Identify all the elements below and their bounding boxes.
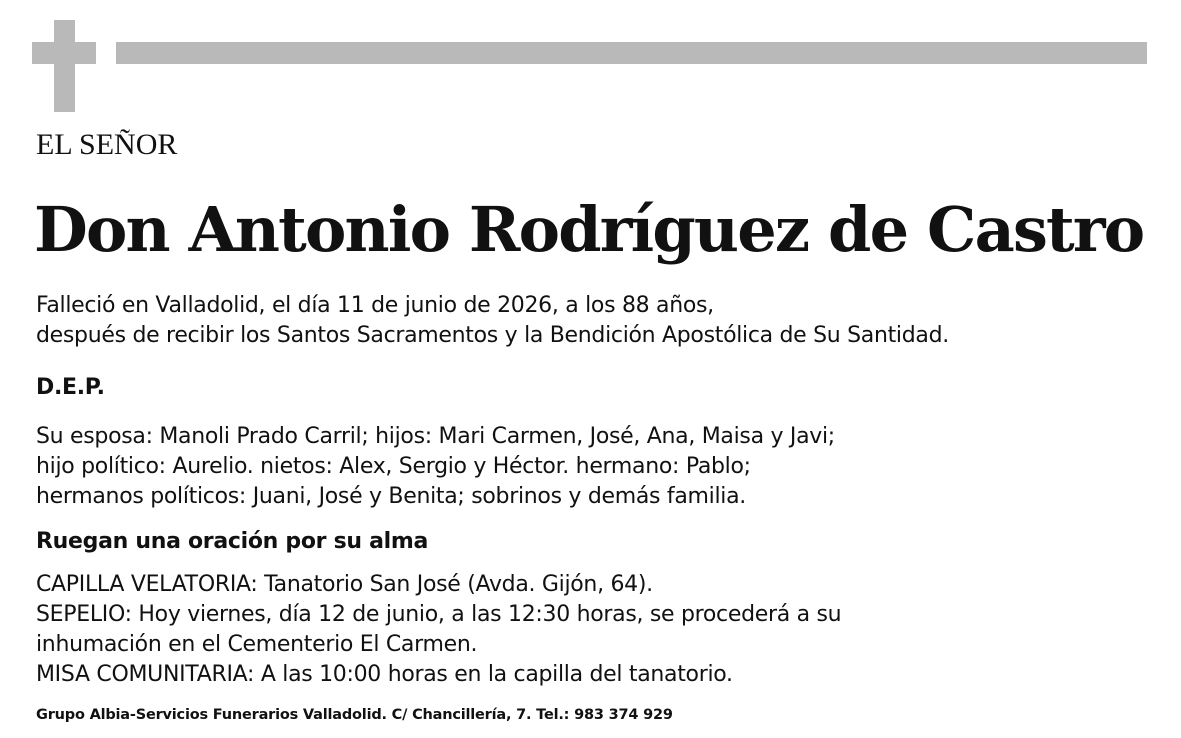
cross-horizontal-bar xyxy=(32,42,96,64)
header-divider-bar xyxy=(116,42,1147,64)
family-line: Su esposa: Manoli Prado Carril; hijos: Mari Carmen, José, Ana, Maisa y Javi; xyxy=(36,424,835,449)
prayer-heading: Ruegan una oración por su alma xyxy=(36,529,429,554)
family-list xyxy=(36,422,835,512)
service-details xyxy=(36,570,841,690)
deceased-name: Don Antonio Rodríguez de Castro xyxy=(34,193,1144,266)
family-line: hijo político: Aurelio. nietos: Alex, Sergio y Héctor. hermano: Pablo; xyxy=(36,454,751,479)
death-info-line: después de recibir los Santos Sacramentos y la Bendición Apostólica de Su Santidad. xyxy=(36,323,949,348)
death-info-line: Falleció en Valladolid, el día 11 de junio de 2026, a los 88 años, xyxy=(36,293,714,318)
death-info xyxy=(36,291,949,351)
cross-vertical-bar xyxy=(54,20,75,112)
salutation: EL SEÑOR xyxy=(36,128,178,161)
service-line: inhumación en el Cementerio El Carmen. xyxy=(36,632,478,657)
dep-heading: D.E.P. xyxy=(36,375,105,400)
service-line: CAPILLA VELATORIA: Tanatorio San José (Avda. Gijón, 64). xyxy=(36,572,653,597)
funeral-home-footer: Grupo Albia-Servicios Funerarios Valladolid. C/ Chancillería, 7. Tel.: 983 374 929 xyxy=(36,707,673,723)
service-line: MISA COMUNITARIA: A las 10:00 horas en la capilla del tanatorio. xyxy=(36,662,733,687)
service-line: SEPELIO: Hoy viernes, día 12 de junio, a las 12:30 horas, se procederá a su xyxy=(36,602,842,627)
family-line: hermanos políticos: Juani, José y Benita; sobrinos y demás familia. xyxy=(36,484,746,509)
